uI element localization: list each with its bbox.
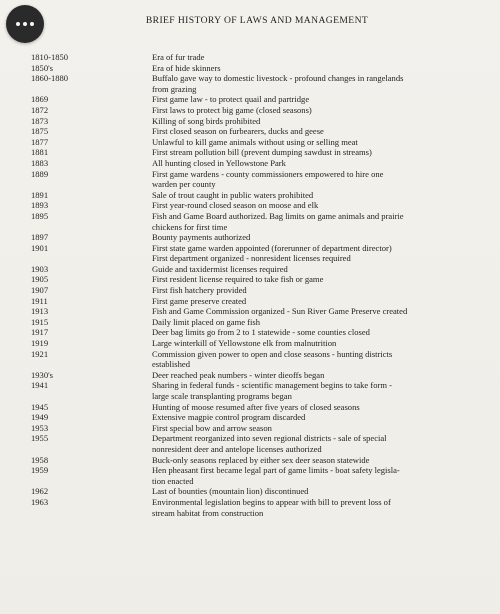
history-row — [31, 327, 493, 338]
history-list — [31, 52, 493, 518]
history-event-line: from grazing — [152, 83, 197, 94]
history-row — [31, 370, 493, 381]
history-row — [31, 285, 493, 296]
history-year: 1921 — [31, 348, 49, 359]
history-year: 1958 — [31, 454, 49, 465]
history-year: 1907 — [31, 285, 49, 296]
history-event-line: Buffalo gave way to domestic livestock - profound changes in rangelands — [152, 73, 404, 84]
history-event — [152, 370, 492, 381]
history-row — [31, 380, 493, 401]
history-row — [31, 455, 493, 466]
history-row — [31, 349, 493, 370]
history-event-line: Sharing in federal funds - scientific management begins to take form - — [152, 380, 392, 391]
history-event-line: First year-round closed season on moose and elk — [152, 200, 319, 211]
history-event-line: Large winterkill of Yellowstone elk from malnutrition — [152, 338, 337, 349]
history-event-line: First resident license required to take fish or game — [152, 274, 324, 285]
history-event-line: Killing of song birds prohibited — [152, 115, 261, 126]
history-event-line: Fish and Game Board authorized. Bag limits on game animals and prairie — [152, 210, 404, 221]
history-row — [31, 243, 493, 264]
history-row — [31, 63, 493, 74]
history-event — [152, 423, 492, 434]
history-row — [31, 200, 493, 211]
history-event-line: Hen pheasant first became legal part of game limits - boat safety legisla- — [152, 465, 400, 476]
history-year: 1911 — [31, 295, 48, 306]
history-event-line: First game wardens - county commissioners empowered to hire one — [152, 168, 384, 179]
history-year: 1877 — [31, 136, 49, 147]
history-row — [31, 126, 493, 137]
history-event — [152, 327, 492, 338]
history-event-line: First state game warden appointed (forerunner of department director) — [152, 242, 392, 253]
history-event — [152, 296, 492, 307]
history-year: 1963 — [31, 496, 49, 507]
history-year: 1895 — [31, 210, 49, 221]
history-event-line: All hunting closed in Yellowstone Park — [152, 157, 286, 168]
history-year: 1875 — [31, 126, 49, 137]
history-year: 1917 — [31, 327, 49, 338]
history-year: 1949 — [31, 412, 49, 423]
history-event-line: First special bow and arrow season — [152, 422, 272, 433]
history-row — [31, 264, 493, 275]
history-event-line: First department organized - nonresident licenses required — [152, 253, 351, 264]
history-row — [31, 338, 493, 349]
history-year: 1941 — [31, 380, 49, 391]
history-event-line: Daily limit placed on game fish — [152, 316, 260, 327]
history-year: 1850's — [31, 62, 53, 73]
history-event-line: Bounty payments authorized — [152, 232, 251, 243]
history-event — [152, 317, 492, 328]
history-year: 1860-1880 — [31, 73, 69, 84]
history-event — [152, 232, 492, 243]
history-event-line: Era of hide skinners — [152, 62, 221, 73]
history-row — [31, 433, 493, 454]
history-row — [31, 52, 493, 63]
history-year: 1959 — [31, 465, 49, 476]
history-event — [152, 338, 492, 349]
history-event-line: tion enacted — [152, 475, 194, 486]
history-row — [31, 465, 493, 486]
history-year: 1881 — [31, 147, 49, 158]
history-event — [152, 465, 492, 486]
history-year: 1889 — [31, 168, 49, 179]
history-event-line: Hunting of moose resumed after five years of closed seasons — [152, 401, 360, 412]
history-event — [152, 402, 492, 413]
history-event-line: First closed season on furbearers, ducks and geese — [152, 126, 324, 137]
history-row — [31, 402, 493, 413]
history-event-line: Unlawful to kill game animals without using or selling meat — [152, 136, 358, 147]
history-event — [152, 486, 492, 497]
history-row — [31, 94, 493, 105]
history-event — [152, 169, 492, 190]
history-row — [31, 317, 493, 328]
history-event — [152, 63, 492, 74]
history-event-line: stream habitat from construction — [152, 507, 264, 518]
history-event — [152, 264, 492, 275]
history-event — [152, 455, 492, 466]
history-event — [152, 94, 492, 105]
history-event-line: First laws to protect big game (closed seasons) — [152, 104, 312, 115]
history-year: 1962 — [31, 486, 49, 497]
history-event-line: Commission given power to open and close seasons - hunting districts — [152, 348, 393, 359]
history-year: 1953 — [31, 422, 49, 433]
history-row — [31, 211, 493, 232]
history-event-line: nonresident deer and antelope licenses authorized — [152, 443, 322, 454]
history-row — [31, 190, 493, 201]
history-row — [31, 105, 493, 116]
history-event-line: established — [152, 359, 190, 370]
history-event — [152, 126, 492, 137]
history-event-line: warden per county — [152, 179, 216, 190]
history-year: 1919 — [31, 338, 49, 349]
history-year: 1913 — [31, 306, 49, 317]
history-year: 1897 — [31, 232, 49, 243]
history-year: 1872 — [31, 104, 49, 115]
history-event-line: chickens for first time — [152, 221, 228, 232]
history-row — [31, 296, 493, 307]
history-event — [152, 412, 492, 423]
history-event-line: large scale transplanting programs began — [152, 391, 292, 401]
history-event — [152, 52, 492, 63]
history-event-line: First fish hatchery provided — [152, 285, 247, 296]
history-event — [152, 274, 492, 285]
document-title: BRIEF HISTORY OF LAWS AND MANAGEMENT — [145, 15, 369, 26]
history-row — [31, 232, 493, 243]
history-year: 1945 — [31, 401, 49, 412]
history-event — [152, 116, 492, 127]
history-year: 1873 — [31, 115, 49, 126]
history-event — [152, 285, 492, 296]
history-year: 1869 — [31, 94, 49, 105]
history-event-line: First game law - to protect quail and partridge — [152, 94, 310, 105]
history-event-line: Fish and Game Commission organized - Sun River Game Preserve created — [152, 306, 408, 317]
history-event — [152, 200, 492, 211]
history-event-line: Era of fur trade — [152, 52, 205, 62]
history-event-line: Extensive magpie control program discarded — [152, 412, 306, 423]
history-event — [152, 380, 492, 401]
history-year: 1905 — [31, 274, 49, 285]
history-row — [31, 137, 493, 148]
history-row — [31, 423, 493, 434]
history-event — [152, 497, 492, 518]
history-event-line: Environmental legislation begins to appear with bill to prevent loss of — [152, 496, 391, 507]
history-year: 1903 — [31, 263, 49, 274]
history-row — [31, 306, 493, 317]
history-row — [31, 497, 493, 518]
history-event — [152, 73, 492, 94]
history-year: 1901 — [31, 242, 49, 253]
history-event-line: Sale of trout caught in public waters prohibited — [152, 189, 314, 200]
history-event — [152, 243, 492, 264]
history-year: 1955 — [31, 433, 49, 444]
history-event — [152, 211, 492, 232]
history-event-line: Deer bag limits go from 2 to 1 statewide - some counties closed — [152, 327, 370, 338]
history-event — [152, 306, 492, 317]
history-event-line: Deer reached peak numbers - winter dieoffs began — [152, 369, 325, 380]
history-row — [31, 116, 493, 127]
history-row — [31, 147, 493, 158]
history-event-line: First game preserve created — [152, 295, 247, 306]
history-row — [31, 73, 493, 94]
history-event — [152, 137, 492, 148]
history-event — [152, 349, 492, 370]
history-year: 1930's — [31, 369, 53, 380]
history-event-line: Department reorganized into seven regional districts - sale of special — [152, 433, 387, 444]
history-row — [31, 274, 493, 285]
history-event-line: Last of bounties (mountain lion) discontinued — [152, 486, 309, 497]
history-row — [31, 412, 493, 423]
history-event — [152, 190, 492, 201]
history-year: 1915 — [31, 316, 49, 327]
history-event-line: First stream pollution bill (prevent dumping sawdust in streams) — [152, 147, 372, 158]
history-event-line: Guide and taxidermist licenses required — [152, 263, 288, 274]
history-row — [31, 169, 493, 190]
history-year: 1883 — [31, 157, 49, 168]
history-year: 1810-1850 — [31, 52, 69, 62]
history-event — [152, 105, 492, 116]
history-event — [152, 433, 492, 454]
history-event-line: Buck-only seasons replaced by either sex deer season statewide — [152, 454, 370, 465]
history-event — [152, 147, 492, 158]
history-event — [152, 158, 492, 169]
history-year: 1891 — [31, 189, 49, 200]
history-row — [31, 486, 493, 497]
history-year: 1893 — [31, 200, 49, 211]
history-row — [31, 158, 493, 169]
